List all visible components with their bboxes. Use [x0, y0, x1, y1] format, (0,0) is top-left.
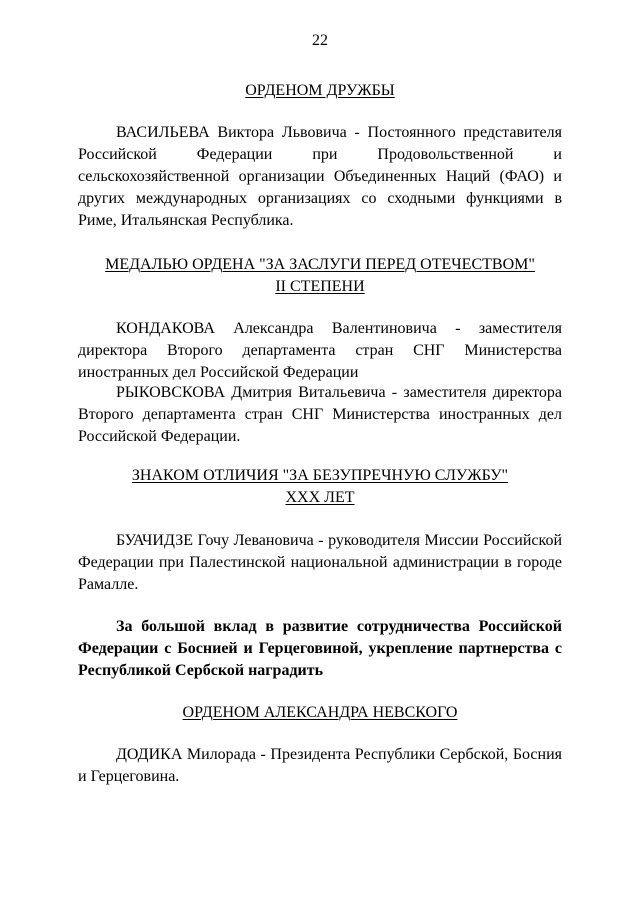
heading-line: II СТЕПЕНИ [275, 278, 365, 295]
award-paragraph-kondakov: КОНДАКОВА Александра Валентиновича - заместителя директора Второго департамента стран СНГ Министерства иностранных дел Российской Федерации [78, 320, 562, 381]
award-paragraph-rykovskov: РЫКОВСКОВА Дмитрия Витальевича - заместителя директора Второго департамента стран СНГ Министерства иностранных дел Российской Федерации. [78, 384, 562, 445]
section-heading-badge-of-distinction [78, 465, 562, 509]
heading-line: ОРДЕНОМ ДРУЖБЫ [245, 82, 395, 99]
section-heading-order-alexander-nevsky [78, 702, 562, 724]
heading-line: ОРДЕНОМ АЛЕКСАНДРА НЕВСКОГО [182, 704, 458, 721]
award-paragraph-vasilyev: ВАСИЛЬЕВА Виктора Львовича - Постоянного представителя Российской Федерации при Продовольственной и сельскохозяйственной организации Объединенных Наций (ФАО) и других международных организациях со сходными функциями в Риме, Итальянская Республика. [78, 124, 562, 229]
award-paragraph-dodik: ДОДИКА Милорада - Президента Республики Сербской, Босния и Герцеговина. [78, 746, 562, 785]
section-heading-order-of-friendship [78, 80, 562, 102]
decree-intro-paragraph: За большой вклад в развитие сотрудничества Российской Федерации с Боснией и Герцеговиной, укрепление партнерства с Республикой Сербской наградить [78, 618, 562, 679]
heading-line: МЕДАЛЬЮ ОРДЕНА "ЗА ЗАСЛУГИ ПЕРЕД ОТЕЧЕСТВОМ" [105, 256, 535, 273]
section-heading-medal-order-merit [78, 254, 562, 298]
award-paragraph-buachidze: БУАЧИДЗЕ Гочу Левановича - руководителя Миссии Российской Федерации при Палестинской национальной администрации в городе Рамалле. [78, 532, 562, 593]
page-number: 22 [312, 32, 328, 49]
heading-line: XXX ЛЕТ [285, 489, 355, 506]
heading-line: ЗНАКОМ ОТЛИЧИЯ "ЗА БЕЗУПРЕЧНУЮ СЛУЖБУ" [131, 467, 509, 484]
